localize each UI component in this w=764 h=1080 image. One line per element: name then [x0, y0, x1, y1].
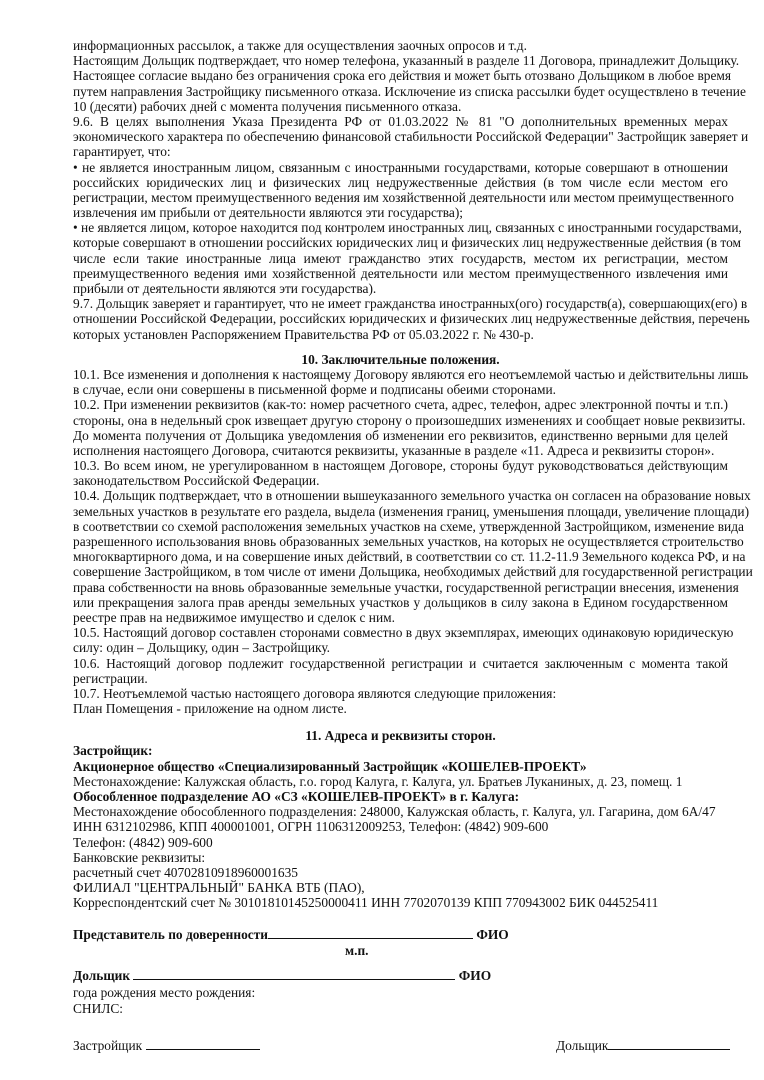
text-line: Акционерное общество «Специализированный Застройщик «КОШЕЛЕВ-ПРОЕКТ»	[73, 758, 587, 774]
shareholder-signature-field[interactable]	[133, 967, 455, 980]
shareholder-sign-field[interactable]	[608, 1037, 730, 1050]
text-line: Корреспондентский счет № 30101810145250000411 ИНН 7702070139 КПП 770943002 БИК 044525411	[73, 895, 659, 911]
text-line: извлечения им прибыли от деятельности являются эти государства);	[73, 205, 464, 221]
text-line: которых установлен Распоряжением Правительства РФ от 05.03.2022 г. № 430-р.	[73, 326, 534, 342]
text-line: ФИЛИАЛ "ЦЕНТРАЛЬНЫЙ" БАНКА ВТБ (ПАО),	[73, 880, 365, 896]
text-line: 10. Заключительные положения.	[301, 351, 500, 367]
text-line: Местонахождение обособленного подразделения: 248000, Калужская область, г. Калуга, ул. Гагарина, дом 6А/47	[73, 804, 716, 820]
text-line: 10.5. Настоящий договор составлен сторонами совместно в двух экземплярах, имеющих одинаковую юридическую	[73, 625, 734, 641]
text-line: стороны, она в недельный срок извещает другую сторону о произошедших изменениях и сообщает новые реквизиты.	[73, 412, 746, 428]
birth-info: года рождения место рождения:	[73, 985, 256, 1000]
paragraph	[73, 296, 750, 342]
representative-signature-line	[73, 926, 509, 942]
paragraph	[73, 774, 728, 789]
text-line: разрешенного использования вновь образованных земельных участков, на которых не осуществляется строительство	[73, 534, 744, 549]
text-line: регистрации.	[73, 670, 148, 686]
section-heading	[73, 728, 728, 743]
text-line: ИНН 6312102986, КПП 400001001, ОГРН 1106312009253, Телефон: (4842) 909-600	[73, 819, 549, 835]
text-line: Телефон: (4842) 909-600	[73, 834, 213, 850]
stamp-label: м.п.	[345, 943, 369, 958]
text-line: законодательством Российской Федерации.	[73, 473, 320, 489]
text-line: 10.4. Дольщик подтверждает, что в отношении вышеуказанного земельного участка он согласен на образование новых	[73, 488, 751, 504]
text-line: • не является лицом, которое находится под контролем иностранных лиц, связанных с иностранными государствами,	[73, 220, 742, 236]
shareholder-sign-label: Дольщик	[556, 1038, 609, 1053]
text-line: исполнения настоящего Договора, считаются реквизиты, указанные в разделе «11. Адреса и реквизиты сторон».	[73, 442, 715, 458]
text-line: План Помещения - приложение на одном листе.	[73, 701, 347, 717]
text-line: информационных рассылок, а также для осуществления заочных опросов и т.д.	[73, 38, 527, 53]
paragraph	[73, 488, 753, 625]
text-line: российских юридических лиц и физических лиц недружественные действия (в том числе если местом его	[73, 174, 728, 190]
text-line: регистрации, местом преимущественного ведения им хозяйственной деятельности или местом преимущественного	[73, 189, 734, 205]
text-line: реестре прав на недвижимое имущество и сделок с ним.	[73, 609, 395, 625]
snils-label: СНИЛС:	[73, 1001, 124, 1016]
text-line: гарантирует, что:	[73, 144, 171, 160]
developer-sign-line	[73, 1037, 260, 1053]
text-line: 10.7. Неотъемлемой частью настоящего договора являются следующие приложения:	[73, 685, 557, 701]
paragraph	[73, 38, 728, 53]
text-line: 10.1. Все изменения и дополнения к настоящему Договору являются его неотъемлемой частью и действительны лишь	[73, 366, 749, 382]
paragraph	[73, 686, 728, 701]
text-line: расчетный счет 40702810918960001635	[73, 864, 298, 880]
developer-sign-label: Застройщик	[73, 1038, 143, 1053]
text-line: права собственности на вновь образованные земельные участки, государственной регистрации внесения, изменения	[73, 579, 739, 595]
paragraph	[73, 68, 746, 114]
text-line: экономического характера по обеспечению финансовой стабильности Российской Федерации" Застройщик заверяет и	[73, 129, 749, 145]
text-line: преимущественного ведения ими хозяйственной деятельности или местом преимущественного извлечения ими	[73, 265, 728, 281]
text-line: 10 (десяти) рабочих дней с момента получения письменного отказа.	[73, 98, 462, 114]
text-line: 9.6. В целях выполнения Указа Президента РФ от 01.03.2022 № 81 "О дополнительных временных мерах	[73, 113, 728, 129]
paragraph	[73, 701, 728, 716]
paragraph	[73, 53, 740, 69]
paragraph	[73, 159, 734, 221]
text-line: в случае, если они совершены в письменной форме и подписаны обеими сторонами.	[73, 382, 556, 398]
text-line: отношении Российской Федерации, российских юридических и физических лиц недружественные действия, перечень	[73, 311, 750, 327]
representative-fio-label: ФИО	[476, 927, 509, 942]
text-line: Настоящим Дольщик подтверждает, что номер телефона, указанный в разделе 11 Договора, принадлежит Дольщику.	[73, 53, 740, 69]
paragraph	[73, 656, 728, 686]
text-line: Настоящее согласие выдано без ограничения срока его действия и может быть отозвано Дольщиком в любое время	[73, 68, 732, 84]
paragraph	[73, 397, 746, 458]
developer-sign-field[interactable]	[146, 1037, 260, 1050]
shareholder-label: Дольщик	[73, 968, 131, 983]
text-line: 10.3. Во всем ином, не урегулированном в настоящем Договоре, стороны будут руководствоваться действующим	[73, 458, 728, 474]
paragraph	[73, 458, 728, 488]
text-line: числе если такие иностранные лица имеют гражданство этих государств, местом их регистрации, местом	[73, 250, 728, 266]
text-line: 10.2. При изменении реквизитов (как-то: номер расчетного счета, адрес, телефон, адрес электронной почты и т.п.)	[73, 397, 728, 413]
text-line: Местонахождение: Калужская область, г.о. город Калуга, г. Калуга, ул. Братьев Луканиных, д. 23, помещ. 1	[73, 773, 683, 789]
text-line: До момента получения от Дольщика уведомления об изменении его реквизитов, единственно верными для целей	[73, 427, 728, 443]
text-line: которые совершают в отношении российских юридических лиц и физических лиц недружественные действия (в том	[73, 235, 741, 251]
paragraph	[73, 804, 728, 910]
text-line: многоквартирного дома, и на совершение иных действий, в соответствии со ст. 11.2-11.9 Земельного кодекса РФ, и на	[73, 549, 746, 565]
representative-signature-field[interactable]	[268, 926, 473, 939]
text-line: совершение Застройщиком, в том числе от имени Дольщика, необходимых действий для государственной регистрации	[73, 564, 753, 580]
text-line: прибыли от деятельности являются эти государства).	[73, 281, 377, 296]
text-line: 9.7. Дольщик заверяет и гарантирует, что не имеет гражданства иностранных(ого) государств(а), совершающих(его) в	[73, 296, 748, 312]
paragraph	[73, 789, 728, 804]
text-line: путем направления Застройщику письменного отказа. Исключение из списка рассылки будет осуществлено в течение	[73, 83, 746, 99]
shareholder-fio-label: ФИО	[458, 968, 492, 983]
paragraph	[73, 759, 728, 774]
text-line: Банковские реквизиты:	[73, 849, 206, 865]
text-line: в соответствии со схемой расположения земельных участков на схеме, утвержденной Застройщиком, изменение вида	[73, 518, 744, 534]
paragraph	[73, 625, 734, 656]
text-line: Застройщик:	[73, 743, 153, 759]
text-line: 11. Адреса и реквизиты сторон.	[305, 728, 496, 744]
shareholder-signature-line	[73, 967, 491, 983]
text-line: или прекращения залога прав аренды земельных участков у дольщиков в силу закона в Едином государственном	[73, 594, 728, 610]
text-line: земельных участков в результате его раздела, выдела (изменения границ, уменьшения площади, увеличение площади)	[73, 503, 750, 519]
paragraph	[73, 220, 742, 296]
shareholder-sign-line	[556, 1037, 730, 1053]
text-line: • не является иностранным лицом, связанным с иностранными государствами, которые совершают в отношении	[73, 159, 728, 175]
text-line: 10.6. Настоящий договор подлежит государственной регистрации и считается заключенным с момента такой	[73, 655, 728, 671]
contract-page	[73, 38, 753, 911]
paragraph	[73, 113, 749, 160]
text-line: Обособленное подразделение АО «СЗ «КОШЕЛЕВ-ПРОЕКТ» в г. Калуга:	[73, 789, 520, 804]
paragraph	[73, 743, 728, 758]
paragraph	[73, 366, 749, 398]
section-heading	[73, 352, 728, 367]
representative-label: Представитель по доверенности	[73, 927, 269, 942]
text-line: силу: один – Дольщику, один – Застройщику.	[73, 640, 331, 656]
